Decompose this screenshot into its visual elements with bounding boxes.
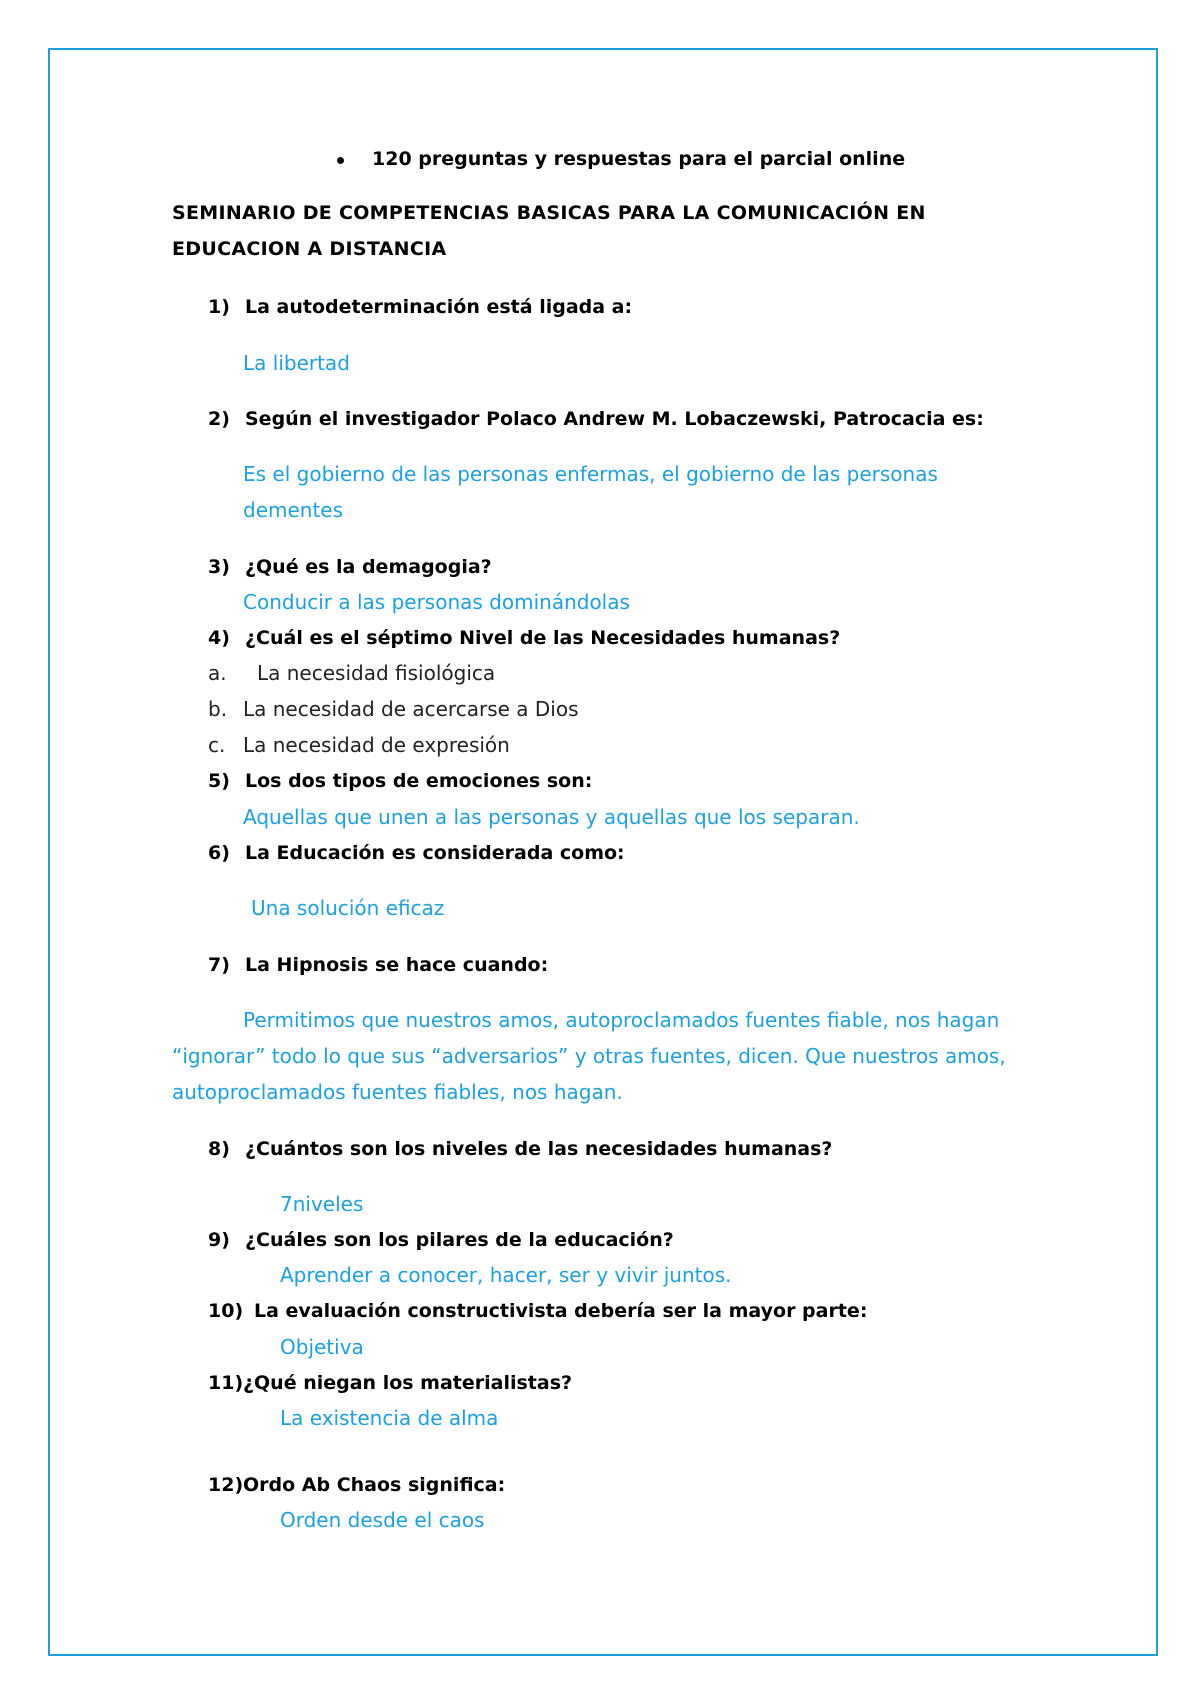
answer-7-line1: Permitimos que nuestros amos, autoproclamados fuentes fiable, nos hagan — [243, 1008, 1000, 1032]
option-b — [0, 697, 1200, 725]
question-2 — [0, 408, 1200, 434]
answer-2-line2: dementes — [243, 498, 344, 522]
question-text: ¿Cuántos son los niveles de las necesidades humanas? — [245, 1138, 833, 1160]
question-number: 7) — [208, 954, 230, 976]
answer-12: Orden desde el caos — [280, 1508, 485, 1532]
question-number: 6) — [208, 842, 230, 864]
option-a — [0, 661, 1200, 689]
question-12 — [0, 1474, 1200, 1500]
question-5 — [0, 770, 1200, 796]
answer-10: Objetiva — [280, 1335, 364, 1359]
option-letter: c. — [208, 733, 226, 757]
question-9 — [0, 1229, 1200, 1255]
question-text: Los dos tipos de emociones son: — [245, 770, 593, 792]
question-7 — [0, 954, 1200, 980]
answer-3: Conducir a las personas dominándolas — [243, 590, 630, 614]
question-text: ¿Cuál es el séptimo Nivel de las Necesidades humanas? — [245, 627, 841, 649]
question-text: ¿Cuáles son los pilares de la educación? — [245, 1229, 674, 1251]
question-number: 8) — [208, 1138, 230, 1160]
question-number: 1) — [208, 296, 230, 318]
question-text: La Educación es considerada como: — [245, 842, 625, 864]
question-number: 4) — [208, 627, 230, 649]
question-4 — [0, 627, 1200, 653]
question-8 — [0, 1138, 1200, 1164]
option-letter: b. — [208, 697, 228, 721]
question-number: 10) — [208, 1300, 244, 1322]
question-number: 11) — [208, 1372, 244, 1394]
document-title-line2: EDUCACION A DISTANCIA — [172, 238, 447, 260]
question-1 — [0, 296, 1200, 322]
question-text: Según el investigador Polaco Andrew M. Lobaczewski, Patrocacia es: — [245, 408, 984, 430]
answer-2-line1: Es el gobierno de las personas enfermas, el gobierno de las personas — [243, 462, 938, 486]
document-title-line1: SEMINARIO DE COMPETENCIAS BASICAS PARA LA COMUNICACIÓN EN — [172, 202, 926, 224]
question-number: 5) — [208, 770, 230, 792]
answer-11: La existencia de alma — [280, 1406, 499, 1430]
option-text: La necesidad de acercarse a Dios — [243, 697, 579, 721]
answer-6: Una solución eficaz — [251, 896, 445, 920]
answer-7-line2: “ignorar” todo lo que sus “adversarios” y otras fuentes, dicen. Que nuestros amos, — [172, 1044, 1006, 1068]
question-6 — [0, 842, 1200, 868]
question-3 — [0, 556, 1200, 582]
answer-9: Aprender a conocer, hacer, ser y vivir juntos. — [280, 1263, 732, 1287]
answer-7-line3: autoproclamados fuentes fiables, nos hagan. — [172, 1080, 623, 1104]
option-letter: a. — [208, 661, 227, 685]
bullet-icon — [337, 157, 344, 164]
question-number: 12) — [208, 1474, 244, 1496]
question-text: ¿Qué niegan los materialistas? — [243, 1372, 573, 1394]
question-11 — [0, 1372, 1200, 1398]
option-c — [0, 733, 1200, 761]
question-text: La evaluación constructivista debería ser la mayor parte: — [254, 1300, 868, 1322]
answer-1: La libertad — [243, 351, 350, 375]
answer-5: Aquellas que unen a las personas y aquellas que los separan. — [243, 805, 860, 829]
question-text: La Hipnosis se hace cuando: — [245, 954, 549, 976]
question-text: Ordo Ab Chaos significa: — [243, 1474, 506, 1496]
option-text: La necesidad de expresión — [243, 733, 510, 757]
answer-8: 7niveles — [280, 1192, 364, 1216]
question-number: 3) — [208, 556, 230, 578]
question-text: La autodeterminación está ligada a: — [245, 296, 633, 318]
question-number: 2) — [208, 408, 230, 430]
bullet-heading: 120 preguntas y respuestas para el parcial online — [372, 148, 906, 170]
option-text: La necesidad fisiológica — [257, 661, 496, 685]
question-10 — [0, 1300, 1200, 1326]
question-number: 9) — [208, 1229, 230, 1251]
question-text: ¿Qué es la demagogia? — [245, 556, 492, 578]
